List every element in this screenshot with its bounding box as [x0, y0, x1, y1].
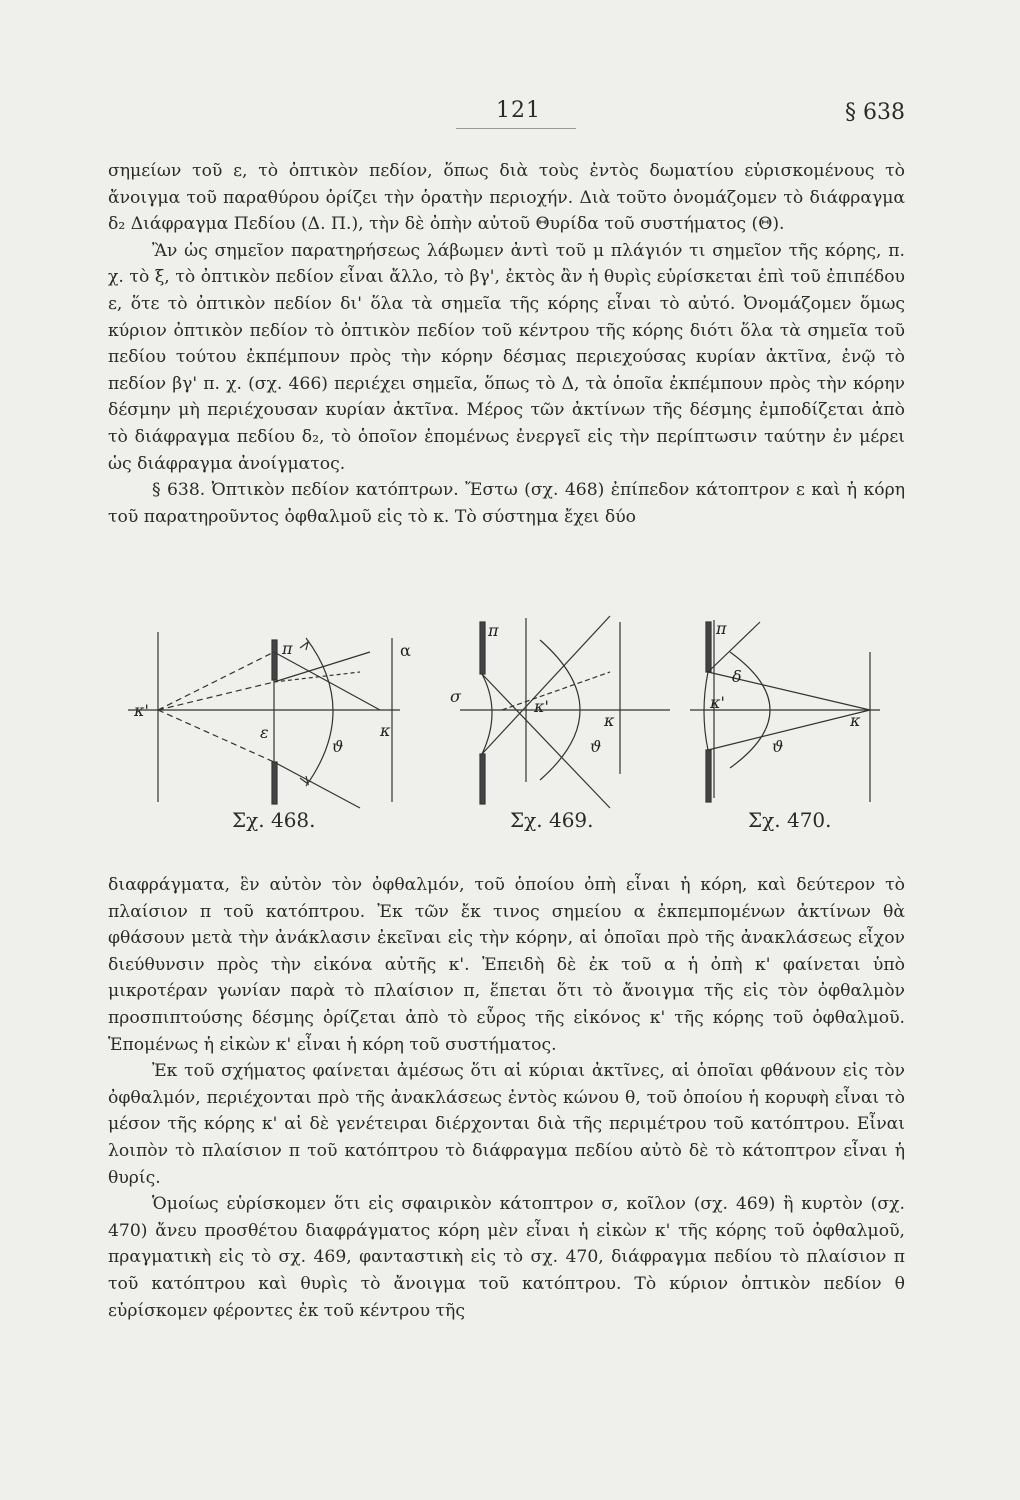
label-kappa: κ	[380, 721, 391, 740]
label-pi: π	[716, 619, 727, 638]
concave-mirror	[482, 674, 492, 754]
page-number: 121	[496, 98, 541, 123]
label-kappa: κ	[850, 711, 861, 730]
chief-ray	[158, 710, 274, 762]
paragraph: σημείων τοῦ ε, τὸ ὀπτικὸν πεδίον, ὅπως διὰ τοὺς ἐντὸς δωματίου εὑρισκομένους τὸ ἄνοιγμα τοῦ παραθύρου ὁρίζει τὴν ὁρατὴν περιοχήν. Διὰ τοῦτο ὀνομάζομεν τὸ διάφραγμα δ₂ Διάφραγμα Πεδίου (Δ. Π.), τὴν δὲ ὀπὴν αὐτοῦ Θυρίδα τοῦ συστήματος (Θ).	[108, 161, 905, 235]
mirror-frame-bottom	[480, 754, 485, 804]
arrow-head	[300, 642, 308, 650]
mirror-frame-top	[706, 622, 711, 672]
mirror-frame-top	[272, 640, 277, 680]
mirror-frame-bottom	[272, 762, 277, 804]
paragraph: Ἐκ τοῦ σχήματος φαίνεται ἀμέσως ὅτι αἱ κύριαι ἀκτῖνες, αἱ ὁποῖαι φθάνουν εἰς τὸν ὀφθαλμόν, περιέχονται πρὸ τῆς ἀνακλάσεως ἐντὸς κώνου θ, τοῦ ὁποίου ἡ κορυφὴ εἶναι τὸ μέσον τῆς κόρης κ' αἱ δὲ γενέτειραι διέρχονται διὰ τῆς περιμέτρου τοῦ κατόπτρου. Εἶναι λοιπὸν τὸ πλαίσιον π τοῦ κατόπτρου τὸ διάφραγμα πεδίου αὐτὸ δὲ τὸ κάτοπτρον εἶναι ἡ θυρίς.	[108, 1061, 905, 1188]
figure-469	[460, 616, 670, 808]
mirror-frame-top	[480, 622, 485, 674]
figure-caption: Σχ. 469.	[510, 808, 594, 832]
label-sigma: σ	[450, 687, 461, 706]
label-pi: π	[282, 639, 293, 658]
reflected-ray	[274, 652, 380, 710]
chief-ray	[708, 710, 870, 750]
label-alpha: α	[400, 641, 411, 660]
label-kappa: κ	[604, 711, 615, 730]
figure-caption: Σχ. 468.	[232, 808, 316, 832]
chief-ray	[158, 682, 274, 710]
convex-mirror	[704, 672, 708, 750]
paragraph: Ὁμοίως εὑρίσκομεν ὅτι εἰς σφαιρικὸν κάτοπτρον σ, κοῖλον (σχ. 469) ἢ κυρτὸν (σχ. 470) ἄνευ προσθέτου διαφράγματος κόρη μὲν εἶναι ἡ εἰκὼν κ' τῆς κόρης τοῦ ὀφθαλμοῦ, πραγματικὴ εἰς τὸ σχ. 469, φανταστικὴ εἰς τὸ σχ. 470, διάφραγμα πεδίου τὸ πλαίσιον π τοῦ κατόπτρου καὶ θυρὶς τὸ ἄνοιγμα τοῦ κατόπτρου. Τὸ κύριον ὀπτικὸν πεδίον θ εὑρίσκομεν φέροντες ἐκ τοῦ κέντρου τῆς	[108, 1194, 905, 1321]
label-kappa-prime: κ'	[534, 697, 549, 716]
reflected-ray	[274, 672, 360, 682]
reflected-ray	[502, 672, 610, 710]
mirror-frame-bottom	[706, 750, 711, 802]
label-theta: ϑ	[590, 737, 602, 756]
label-theta: ϑ	[332, 737, 344, 756]
figure-468	[128, 632, 400, 808]
paragraph: Ἂν ὡς σημεῖον παρατηρήσεως λάβωμεν ἀντὶ τοῦ μ πλάγιόν τι σημεῖον τῆς κόρης, π. χ. τὸ ξ, τὸ ὀπτικὸν πεδίον εἶναι ἄλλο, τὸ βγ', ἐκτὸς ἂν ἡ θυρὶς εὑρίσκεται ἐπὶ τοῦ ἐπιπέδου ε, ὅτε τὸ ὀπτικὸν πεδίον δι' ὅλα τὰ σημεῖα τῆς κόρης εἶναι τὸ αὐτό. Ὀνομάζομεν ὅμως κύριον ὀπτικὸν πεδίον τὸ ὀπτικὸν πεδίον τοῦ κέντρου τῆς κόρης διότι ὅλα τὰ σημεῖα τοῦ πεδίου τούτου ἐκπέμπουν πρὸς τὴν κόρην δέσμας περιεχούσας κυρίαν ἀκτῖνα, ἐνῷ τὸ πεδίον βγ' π. χ. (σχ. 466) περιέχει σημεῖα, ὅπως τὸ Δ, τὰ ὁποῖα ἐκπέμπουν πρὸς τὴν κόρην δέσμην μὴ περιέχουσαν κυρίαν ἀκτῖνα. Μέρος τῶν ἀκτίνων τῆς δέσμης ἐμποδίζεται ἀπὸ τὸ διάφραγμα πεδίου δ₂, τὸ ὁποῖον ἑπομένως ἐνεργεῖ εἰς τὴν περίπτωσιν ταύτην ἐν μέρει ὡς διάφραγμα ἀνοίγματος.	[108, 240, 905, 474]
field-arc	[306, 638, 333, 786]
paragraph: διαφράγματα, ἓν αὐτὸν τὸν ὀφθαλμόν, τοῦ ὁποίου ὀπὴ εἶναι ἡ κόρη, καὶ δεύτερον τὸ πλαίσιον π τοῦ κατόπτρου. Ἐκ τῶν ἔκ τινος σημείου α ἐκπεμπομένων ἀκτίνων θὰ φθάσουν μετὰ τὴν ἀνάκλασιν ἐκεῖναι εἰς τὴν κόρην, αἱ ὁποῖαι πρὸ τῆς ἀνακλάσεως εἶχον διεύθυνσιν πρὸς τὴν εἰκόνα αὐτῆς κ'. Ἐπειδὴ δὲ ἐκ τοῦ α ἡ ὀπὴ κ' φαίνεται ὑπὸ μικροτέραν γωνίαν παρὰ τὸ πλαίσιον π, ἕπεται ὅτι τὸ ἄνοιγμα τῆς εἰς τὸν ὀφθαλμὸν προσπιπτούσης δέσμης ὁρίζεται ἀπὸ τὸ εὖρος τῆς εἰκόνος κ' τῆς κόρης τοῦ ὀφθαλμοῦ. Ἑπομένως ἡ εἰκὼν κ' εἶναι ἡ κόρη τοῦ συστήματος.	[108, 875, 905, 1055]
header-rule	[456, 128, 576, 129]
chief-ray	[158, 652, 274, 710]
label-pi: π	[488, 621, 499, 640]
section-marker: § 638	[845, 100, 905, 125]
label-delta: δ	[732, 667, 742, 686]
chief-ray	[482, 616, 610, 754]
body-text-bottom	[108, 872, 905, 1324]
page-header	[108, 98, 905, 138]
figure-caption: Σχ. 470.	[748, 808, 832, 832]
label-epsilon: ε	[260, 723, 269, 742]
label-theta: ϑ	[772, 737, 784, 756]
label-kappa-prime: κ'	[134, 701, 149, 720]
paragraph: § 638. Ὀπτικὸν πεδίον κατόπτρων. Ἔστω (σχ. 468) ἐπίπεδον κάτοπτρον ε καὶ ἡ κόρη τοῦ παρατηροῦντος ὀφθαλμοῦ εἰς τὸ κ. Τὸ σύστημα ἔχει δύο	[108, 480, 905, 527]
figure-row	[110, 612, 900, 842]
label-kappa-prime: κ'	[710, 693, 725, 712]
body-text-top	[108, 158, 905, 530]
